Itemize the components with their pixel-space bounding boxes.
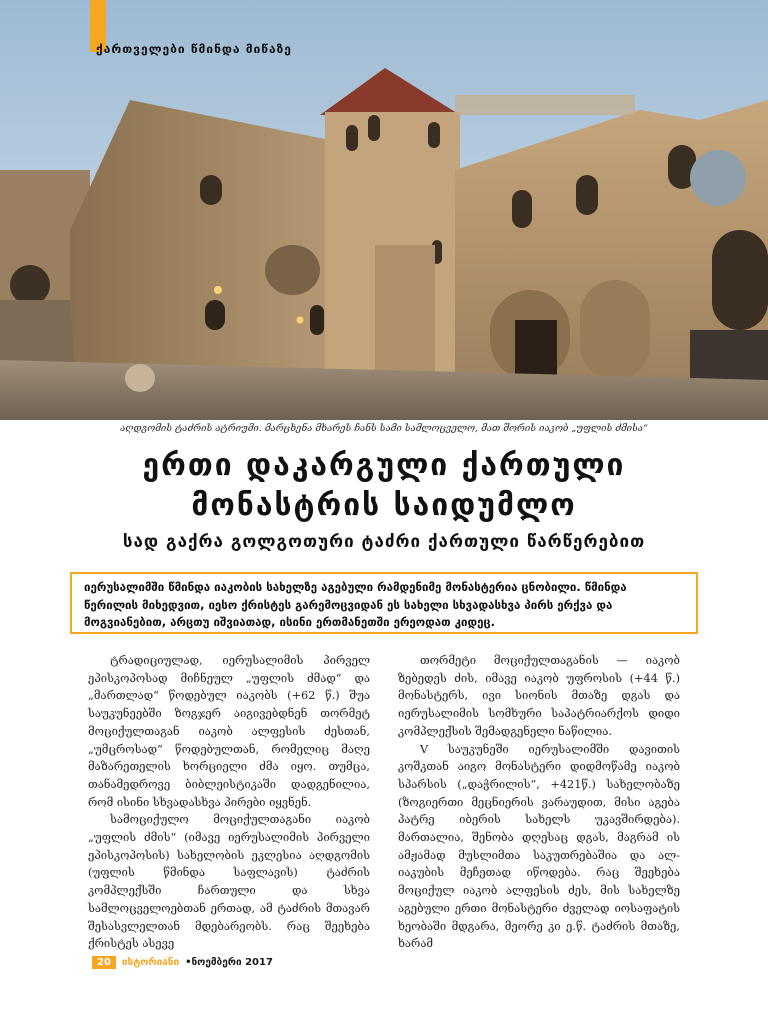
page-number: 20: [92, 956, 116, 969]
body-paragraph: სამოციქულო მოციქულთაგანი იაკობ „უფლის ძმის“ (იმავე იერუსალიმის პირველი ეპისკოპოსის) სახელობის ეკლესია აღდგომის (უფლის წმინდა საფლავის) ტაძრის კომპლექსში ჩართული და სხვა სამლოცველოებთან ერთად, ამ ტაძრის მთავარ შესასვლელთან მდებარეობს. რაც შეეხება ქრისტეს ასევე: [88, 813, 370, 951]
title-line-1: ერთი დაკარგული ქართული: [142, 448, 626, 483]
article-title: [0, 446, 768, 526]
body-paragraph: V საუკუნეში იერუსალიმში დავითის კოშკთან აიგო მონასტერი დიდმოწამე იაკობ სპარსის („დაჭრილის“, +421წ.) სახელობაზე (ზოგიერთი მეცნიერის ვარაუდით, მისი აგება პატრე იბერის სახელს უკავშირდება). მართალია, შენობა დღესაც დგას, მაგრამ ის ამჟამად მუსლიმთა საკუთრებაშია და ალ-იაკუბის მეჩეთად იწოდება. რაც შეეხება მოციქულ იაკობ ალფესის ძეს, მის სახელზე აგებული ერთი მონასტერი ძველად იოსაფატის ხეობაში მდგარა, მეორე კი ე.წ. ტაძრის მთაზე, ხარამ: [398, 742, 680, 951]
page-footer: [92, 956, 273, 969]
issue-date: •ნოემბერი 2017: [185, 957, 273, 968]
intro-box: იერუსალიმში წმინდა იაკობის სახელზე აგებული რამდენიმე მონასტერია ცნობილი. წმინდა წერილის მიხედვით, იესო ქრისტეს გარემოცვიდან ეს სახელი სხვადასხვა პირს ერქვა და მოგვიანებით, არცთუ იშვიათად, ისინი ერთმანეთში ერეოდათ კიდეც.: [70, 572, 698, 634]
article-subtitle: სად გაქრა გოლგოთური ტაძრი ქართული წარწერებით: [122, 532, 646, 552]
body-paragraph: ტრადიციულად, იერუსალიმის პირველ ეპისკოპოსად მიჩნეულ „უფლის ძმად“ და „მართლად“ წოდებულ იაკობს (+62 წ.) შუა საუკუნეებში ზოგჯერ აიგივებდნენ თორმეტ მოციქულთაგან იაკობ ალფესის ძესთან, „უმცროსად“ წოდებულთან, რომელიც მაღე მაზარეთელის ხორციელი ძმა იყო. თუმცა, თანამედროვე ბიბლეისტიკაში დადგენილია, რომ ისინი სხვადასხვა პირები იყვნენ.: [88, 654, 370, 809]
section-label: ქართველები წმინდა მიწაზე: [96, 42, 292, 56]
body-column-left: [88, 652, 370, 953]
title-line-2: მონასტრის საიდუმლო: [191, 488, 577, 523]
body-paragraph: თორმეტი მოციქულთაგანის — იაკობ ზებედეს ძის, იმავე იაკობ უფროსის (+44 წ.) მონასტერს, ივი სიონის მთაზე დგას და იერუსალიმის სომხური საპატრიარქოს დიდი კომპლექსის შემადგენელი ნაწილია.: [398, 654, 680, 738]
magazine-name: ისტორიანი: [121, 957, 180, 968]
body-column-right: [398, 652, 680, 953]
church-photo: [0, 0, 768, 420]
photo-caption: აღდგომის ტაძრის ატრიუმი. მარცხენა მხარეს ჩანს სამი სამლოცველო, მათ შორის იაკობ „უფლის ძმისა“: [120, 423, 648, 434]
